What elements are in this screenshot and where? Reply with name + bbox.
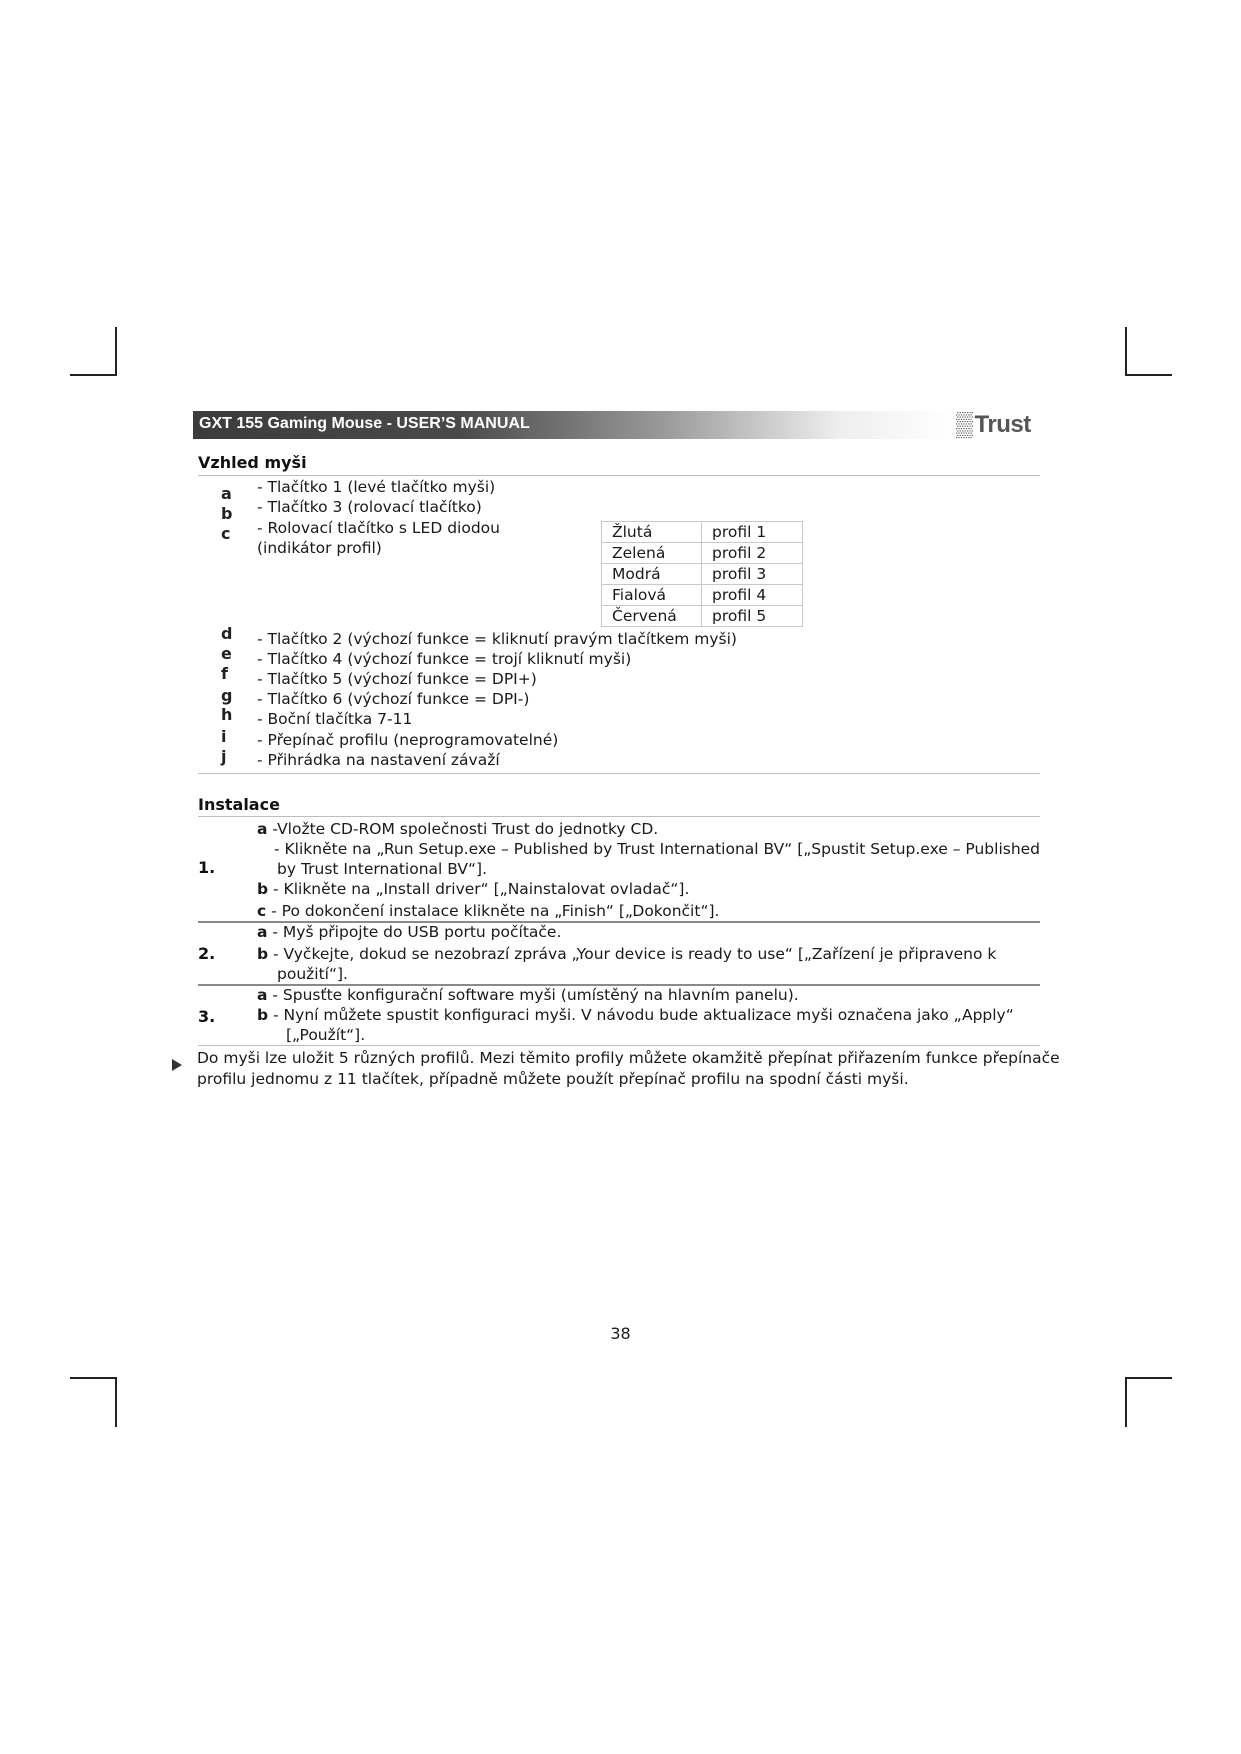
item-letter: g bbox=[221, 686, 233, 705]
note-line: profilu jednomu z 11 tlačítek, případně můžete použít přepínač profilu na spodní části myši. bbox=[197, 1070, 909, 1088]
note-arrow-icon bbox=[172, 1059, 182, 1071]
step-key: b bbox=[257, 880, 269, 898]
step-text: - Nyní můžete spustit konfiguraci myši. V návodu bude aktualizace myši označena jako „Apply“ bbox=[268, 1006, 1014, 1024]
crop-mark-top-right-h bbox=[1125, 374, 1172, 376]
step-text: použití“]. bbox=[277, 965, 348, 983]
section-title-install: Instalace bbox=[198, 795, 280, 814]
step-text: - Myš připojte do USB portu počítače. bbox=[267, 923, 562, 941]
step-key: a bbox=[257, 820, 268, 838]
step-key: a bbox=[257, 923, 268, 941]
step-key: b bbox=[257, 1006, 269, 1024]
step-line bbox=[277, 965, 348, 983]
table-row bbox=[602, 522, 803, 543]
step-number: 3. bbox=[198, 1007, 216, 1026]
step-text: by Trust International BV“]. bbox=[277, 860, 488, 878]
item-text-continued: (indikátor profil) bbox=[257, 539, 382, 557]
item-text: - Přihrádka na nastavení závaží bbox=[257, 751, 500, 769]
led-color: Fialová bbox=[602, 585, 702, 606]
table-row bbox=[602, 543, 803, 564]
table-row bbox=[602, 564, 803, 585]
step-key: b bbox=[257, 945, 269, 963]
profile-label: profil 4 bbox=[702, 585, 803, 606]
item-text: - Tlačítko 3 (rolovací tlačítko) bbox=[257, 498, 482, 516]
note-line: Do myši lze uložit 5 různých profilů. Mezi těmito profily můžete okamžitě přepínat přiřazením funkce přepínače bbox=[197, 1049, 1060, 1067]
profile-label: profil 3 bbox=[702, 564, 803, 585]
step-line bbox=[257, 945, 996, 963]
table-row bbox=[602, 606, 803, 627]
page-number: 38 bbox=[610, 1324, 631, 1343]
profile-label: profil 5 bbox=[702, 606, 803, 627]
step-line bbox=[257, 986, 799, 1004]
item-text: - Tlačítko 5 (výchozí funkce = DPI+) bbox=[257, 670, 537, 688]
item-text: - Tlačítko 4 (výchozí funkce = trojí kliknutí myši) bbox=[257, 650, 632, 668]
item-text: - Rolovací tlačítko s LED diodou bbox=[257, 519, 500, 537]
item-letter: d bbox=[221, 624, 233, 643]
item-letter: c bbox=[221, 524, 231, 543]
step-text: - Klikněte na „Install driver“ [„Nainstalovat ovladač“]. bbox=[268, 880, 690, 898]
step-key: c bbox=[257, 902, 267, 920]
item-text: - Přepínač profilu (neprogramovatelné) bbox=[257, 731, 559, 749]
item-text: - Tlačítko 6 (výchozí funkce = DPI-) bbox=[257, 690, 530, 708]
led-color: Červená bbox=[602, 606, 702, 627]
crop-mark-bottom-left-v bbox=[115, 1377, 117, 1427]
crop-mark-top-left-h bbox=[70, 374, 117, 376]
step-text: - Vyčkejte, dokud se nezobrazí zpráva „Your device is ready to use“ [„Zařízení je připraveno k bbox=[268, 945, 997, 963]
item-text: - Tlačítko 1 (levé tlačítko myši) bbox=[257, 478, 496, 496]
table-row bbox=[602, 585, 803, 606]
crop-mark-bottom-left-h bbox=[70, 1377, 117, 1379]
step-line bbox=[257, 902, 719, 920]
step-line bbox=[274, 840, 1040, 858]
crop-mark-top-left-v bbox=[115, 327, 117, 376]
trust-logo bbox=[956, 411, 1031, 439]
divider bbox=[198, 816, 1040, 817]
step-text: - Po dokončení instalace klikněte na „Finish“ [„Dokončit“]. bbox=[266, 902, 720, 920]
led-profile-table bbox=[601, 521, 803, 627]
item-letter: b bbox=[221, 504, 233, 523]
step-number: 2. bbox=[198, 944, 216, 963]
led-color: Modrá bbox=[602, 564, 702, 585]
section-title-appearance: Vzhled myši bbox=[198, 453, 307, 472]
profile-label: profil 2 bbox=[702, 543, 803, 564]
step-line bbox=[286, 1026, 365, 1044]
step-text: -Vložte CD-ROM společnosti Trust do jednotky CD. bbox=[267, 820, 659, 838]
step-text: - Klikněte na „Run Setup.exe – Published by Trust International BV“ [„Spustit Setup.exe – Published bbox=[274, 840, 1041, 858]
crop-mark-bottom-right-h bbox=[1125, 1377, 1172, 1379]
step-line bbox=[277, 860, 487, 878]
divider bbox=[198, 773, 1040, 774]
manual-title: GXT 155 Gaming Mouse - USER’S MANUAL bbox=[199, 415, 530, 432]
step-line bbox=[257, 1006, 1014, 1024]
divider bbox=[198, 475, 1040, 476]
step-text: [„Použít“]. bbox=[286, 1026, 366, 1044]
step-number: 1. bbox=[198, 858, 216, 877]
step-text: - Spusťte konfigurační software myši (umístěný na hlavním panelu). bbox=[267, 986, 799, 1004]
item-letter: e bbox=[221, 644, 232, 663]
item-letter: h bbox=[221, 705, 233, 724]
item-text: - Tlačítko 2 (výchozí funkce = kliknutí pravým tlačítkem myši) bbox=[257, 630, 737, 648]
item-letter: i bbox=[221, 727, 227, 746]
item-text: - Boční tlačítka 7-11 bbox=[257, 710, 413, 728]
item-letter: a bbox=[221, 484, 232, 503]
profile-label: profil 1 bbox=[702, 522, 803, 543]
step-key: a bbox=[257, 986, 268, 1004]
led-color: Zelená bbox=[602, 543, 702, 564]
trust-logo-text: Trust bbox=[974, 411, 1031, 438]
step-line bbox=[257, 880, 689, 898]
item-letter: j bbox=[221, 747, 227, 766]
crop-mark-bottom-right-v bbox=[1125, 1377, 1127, 1427]
trust-logo-icon: ▒ bbox=[956, 411, 973, 438]
crop-mark-top-right-v bbox=[1125, 327, 1127, 376]
step-line bbox=[257, 923, 561, 941]
step-line bbox=[257, 820, 658, 838]
item-letter: f bbox=[221, 664, 228, 683]
led-color: Žlutá bbox=[602, 522, 702, 543]
divider bbox=[198, 1045, 1040, 1046]
